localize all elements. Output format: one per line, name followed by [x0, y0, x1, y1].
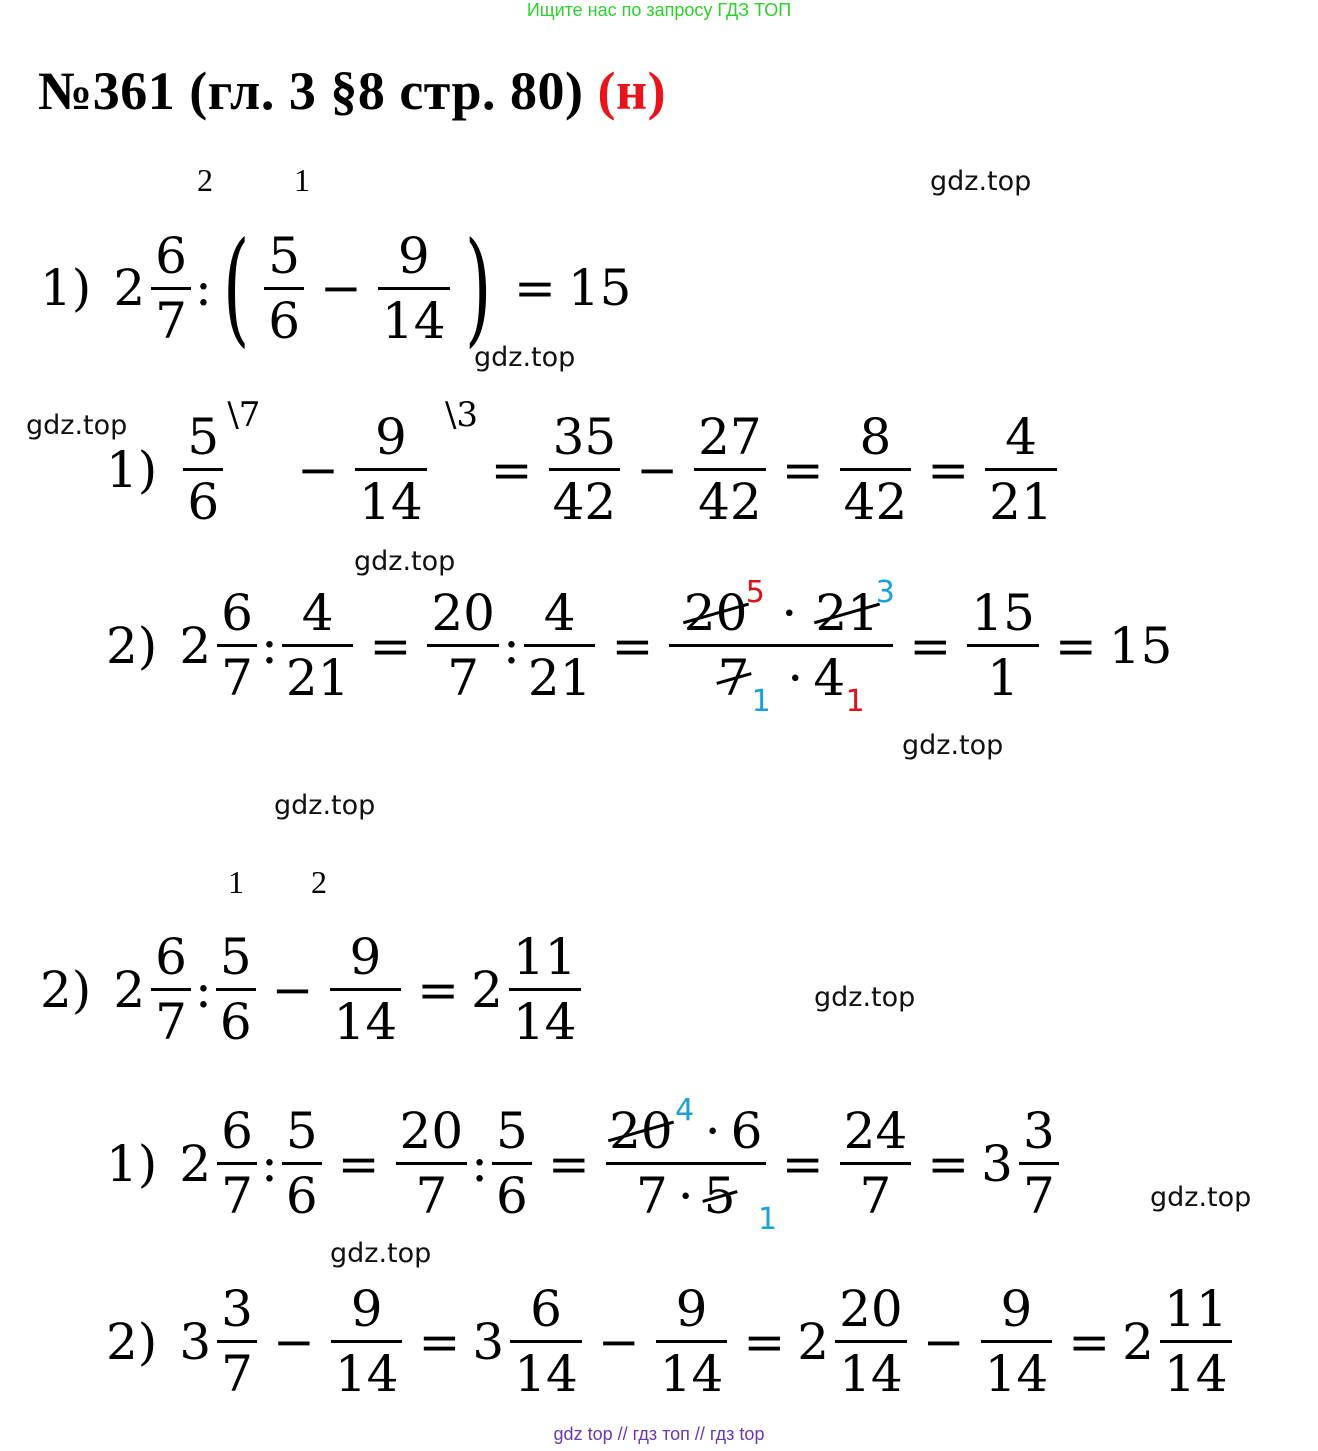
part1-expression: 1) 2 $\frac{6}{7}$ : ( $\frac{5}{6}$ − $\frac{9}{14}$ ) = 15: [40, 216, 632, 360]
watermark: gdz.top: [930, 166, 1032, 197]
watermark: gdz.top: [354, 546, 456, 577]
footer-watermark: gdz top // гдз топ // гдз top: [553, 1424, 765, 1444]
search-hint-banner: Ищите нас по запросу ГДЗ ТОП: [526, 0, 792, 20]
watermark: gdz.top: [902, 730, 1004, 761]
watermark: gdz.top: [274, 790, 376, 821]
title-mark: (н): [597, 61, 667, 121]
part2-expression: 2) 2 $\frac{6}{7}$ : $\frac{5}{6}$ − $\frac{9}{14}$ = 2 $\frac{11}{14}$: [40, 932, 585, 1047]
watermark: gdz.top: [330, 1238, 432, 1269]
part2-step2: 2) 3 $\frac{3}{7}$ − $\frac{9}{14}$ = 3 $\frac{6}{14}$ − $\frac{9}{14}$ = 2 $\frac{20}{14}$ − $\frac{9}{14}$ = 2 $\frac{11}{14}$: [106, 1284, 1236, 1399]
watermark: gdz.top: [1150, 1182, 1252, 1213]
order-number: 2: [311, 864, 327, 900]
watermark: gdz.top: [474, 342, 576, 373]
watermark: gdz.top: [814, 982, 916, 1013]
part1-step2: 2) 2 $\frac{6}{7}$ : $\frac{4}{21}$ = $\frac{20}{7}$ : $\frac{4}{21}$ = 20 5 · 21 3 7 1 · 4 1 = $\frac{15}{1}$ = 15: [106, 575, 1173, 719]
order-number: 1: [228, 864, 244, 900]
order-number: 1: [294, 162, 310, 198]
part2-step1: 1) 2 $\frac{6}{7}$ : $\frac{5}{6}$ = $\frac{20}{7}$ : $\frac{5}{6}$ = 20 4 · 6 7 · 5 1 = $\frac{24}{7}$ = 3 $\frac{3}{7}$: [106, 1106, 1063, 1221]
part1-step1: 1) 5 \7 6 − 9 \3 14 = $\frac{35}{42}$ − $\frac{27}{42}$ = $\frac{8}{42}$ = $\frac{4}{21}$: [106, 412, 1061, 527]
order-number: 2: [197, 162, 213, 198]
watermark: gdz.top: [26, 410, 128, 441]
page-title: №361 (гл. 3 §8 стр. 80) (н): [38, 61, 667, 121]
